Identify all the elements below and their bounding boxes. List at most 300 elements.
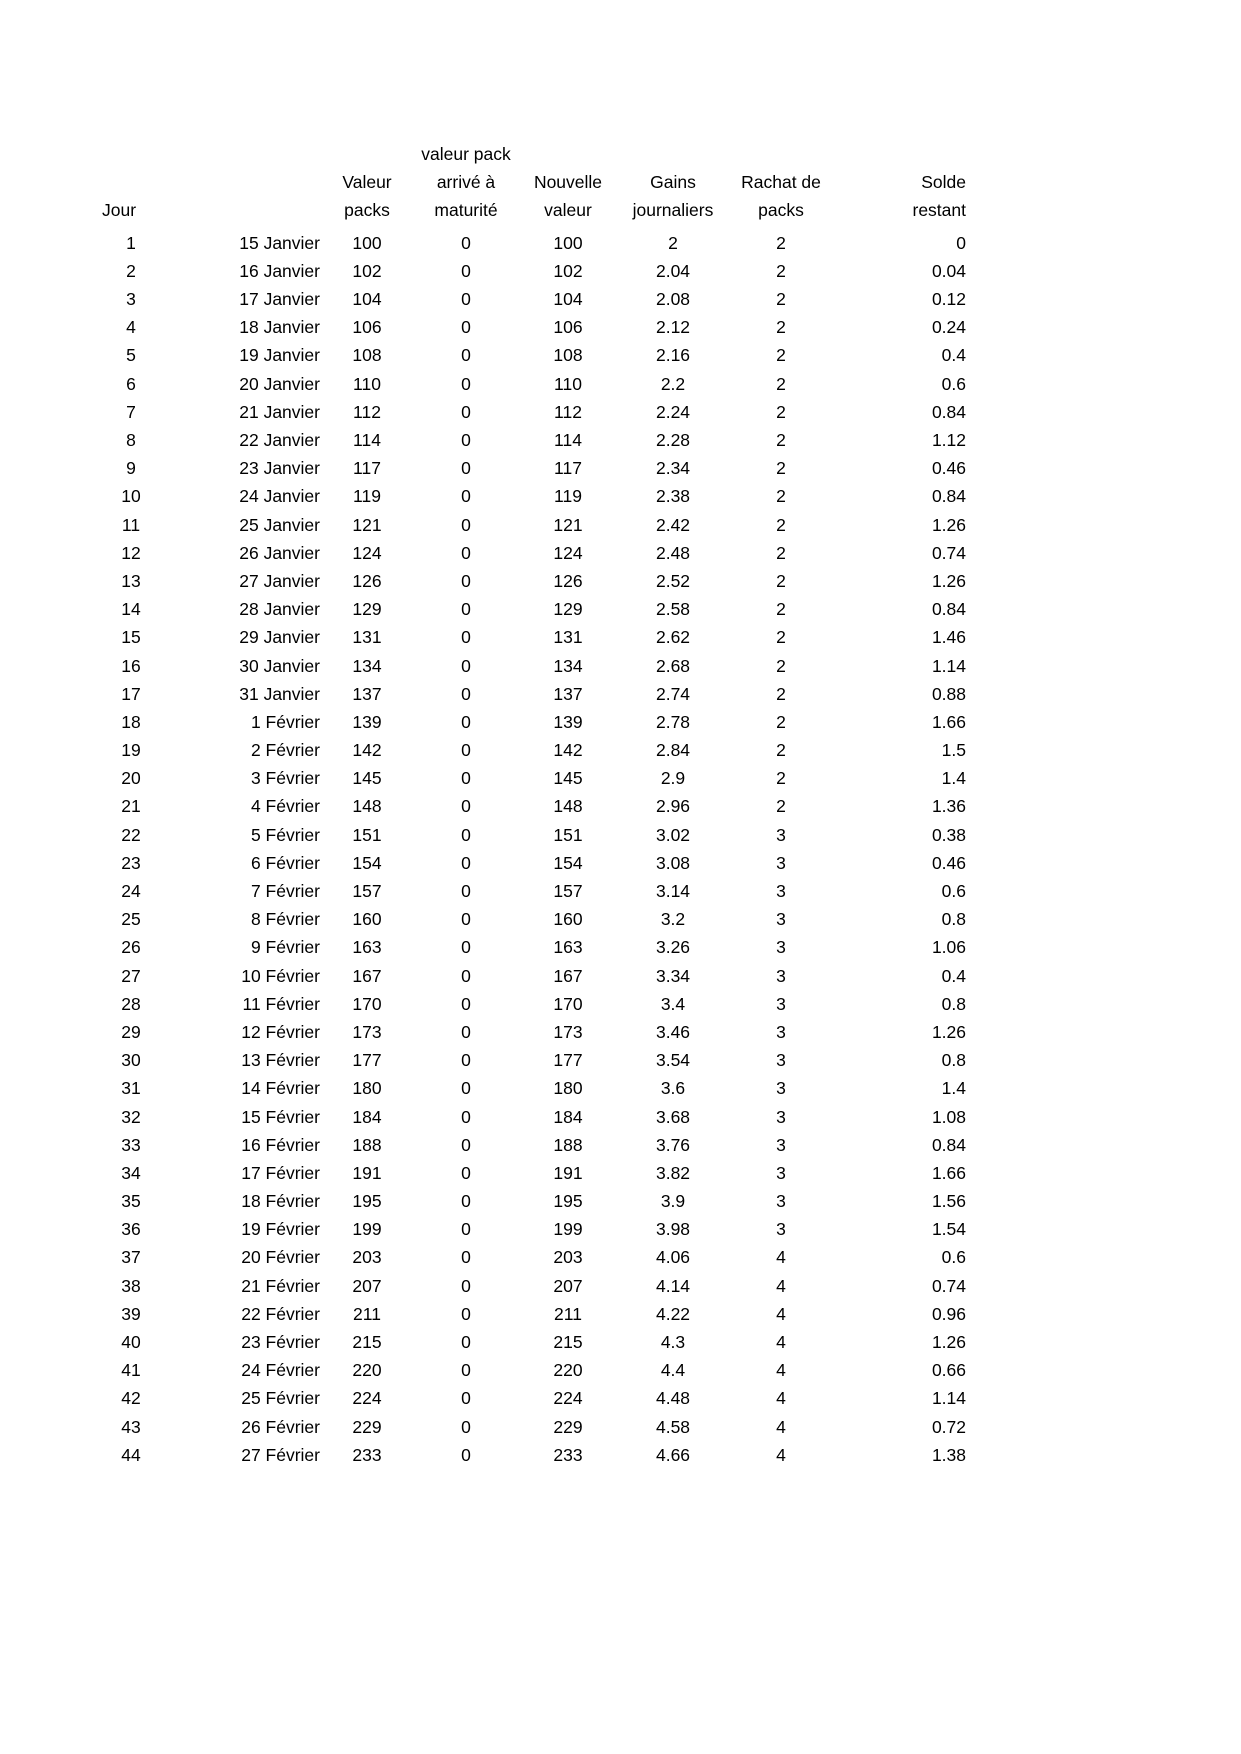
cell-valeur-maturite: 0 (461, 1360, 471, 1381)
cell-solde-restant: 0.84 (931, 486, 966, 507)
cell-nouvelle-valeur: 170 (553, 993, 583, 1014)
cell-date: 18 Janvier (239, 317, 320, 338)
cell-solde-restant: 1.14 (931, 655, 966, 676)
cell-date: 23 Janvier (239, 458, 320, 479)
column-header-line: restant (912, 200, 966, 220)
cell-nouvelle-valeur: 207 (553, 1275, 583, 1296)
cell-jour: 39 (121, 1303, 141, 1324)
column-header-line: arrivé à (436, 172, 496, 192)
cell-nouvelle-valeur: 184 (553, 1106, 583, 1127)
cell-date: 7 Février (250, 881, 320, 901)
cell-valeur-maturite: 0 (461, 1219, 471, 1240)
cell-rachat-packs: 2 (776, 711, 786, 732)
cell-jour: 2 (126, 260, 136, 281)
cell-nouvelle-valeur: 134 (553, 655, 583, 676)
cell-date: 15 Février (241, 1106, 320, 1127)
column-header-line: Nouvelle (533, 172, 603, 192)
cell-valeur-packs: 148 (352, 796, 382, 817)
table-row (96, 1098, 966, 1126)
cell-solde-restant: 1.26 (931, 1332, 966, 1352)
cell-valeur-packs: 184 (352, 1106, 382, 1127)
cell-jour: 26 (121, 937, 141, 958)
table-row (96, 309, 966, 337)
cell-rachat-packs: 2 (776, 401, 786, 422)
cell-valeur-maturite: 0 (461, 1078, 471, 1099)
cell-nouvelle-valeur: 121 (553, 514, 583, 535)
cell-valeur-packs: 106 (352, 317, 382, 338)
cell-date: 16 Février (241, 1134, 320, 1155)
cell-jour: 7 (126, 401, 136, 422)
cell-jour: 34 (121, 1162, 141, 1183)
cell-jour: 24 (121, 881, 141, 901)
table-row (96, 703, 966, 731)
cell-valeur-maturite: 0 (461, 599, 471, 620)
cell-valeur-maturite: 0 (461, 570, 471, 591)
cell-date: 6 Février (250, 852, 320, 873)
cell-solde-restant: 0.88 (931, 683, 966, 704)
cell-date: 30 Janvier (239, 655, 320, 676)
column-header-gains-journaliers (618, 140, 728, 224)
cell-solde-restant: 0.46 (931, 852, 966, 873)
cell-gains-journaliers: 4.66 (655, 1444, 691, 1465)
cell-jour: 22 (121, 824, 141, 845)
cell-gains-journaliers: 2.68 (655, 655, 691, 676)
table-row (96, 1352, 966, 1380)
cell-nouvelle-valeur: 106 (553, 317, 583, 338)
cell-valeur-maturite: 0 (461, 1134, 471, 1155)
cell-jour: 43 (121, 1416, 141, 1437)
cell-rachat-packs: 2 (776, 542, 786, 563)
cell-valeur-maturite: 0 (461, 289, 471, 310)
cell-jour: 3 (126, 289, 136, 310)
cell-rachat-packs: 4 (776, 1303, 786, 1324)
cell-jour: 16 (121, 655, 141, 676)
cell-valeur-packs: 229 (352, 1416, 382, 1437)
cell-gains-journaliers: 2.24 (655, 401, 691, 422)
cell-gains-journaliers: 3.34 (655, 965, 691, 986)
cell-valeur-packs: 124 (352, 542, 382, 563)
cell-gains-journaliers: 2.42 (655, 514, 691, 535)
cell-gains-journaliers: 2.12 (655, 317, 691, 338)
column-header-rachat-packs (728, 140, 834, 224)
cell-solde-restant: 1.46 (931, 627, 966, 648)
cell-solde-restant: 0.24 (931, 317, 966, 338)
cell-solde-restant: 0 (956, 232, 966, 253)
cell-nouvelle-valeur: 229 (553, 1416, 583, 1437)
cell-solde-restant: 1.4 (941, 1078, 966, 1099)
cell-rachat-packs: 2 (776, 796, 786, 817)
cell-valeur-maturite: 0 (461, 1332, 471, 1352)
cell-jour: 13 (121, 570, 141, 591)
cell-date: 24 Janvier (239, 486, 320, 507)
cell-valeur-packs: 139 (352, 711, 382, 732)
cell-gains-journaliers: 3.68 (655, 1106, 691, 1127)
cell-valeur-packs: 220 (352, 1360, 382, 1381)
cell-valeur-maturite: 0 (461, 627, 471, 648)
cell-date: 24 Février (241, 1360, 320, 1381)
cell-rachat-packs: 2 (776, 514, 786, 535)
cell-gains-journaliers: 3.76 (655, 1134, 691, 1155)
cell-valeur-packs: 207 (352, 1275, 382, 1296)
cell-solde-restant: 0.74 (931, 1275, 966, 1296)
cell-gains-journaliers: 2.16 (655, 345, 691, 366)
cell-rachat-packs: 2 (776, 289, 786, 310)
cell-solde-restant: 0.46 (931, 458, 966, 479)
cell-valeur-packs: 215 (352, 1332, 382, 1352)
cell-rachat-packs: 2 (776, 260, 786, 281)
cell-gains-journaliers: 3.02 (655, 824, 691, 845)
table-row (96, 731, 966, 759)
cell-date: 17 Janvier (239, 289, 320, 310)
cell-nouvelle-valeur: 224 (553, 1388, 583, 1409)
cell-rachat-packs: 3 (776, 881, 786, 901)
cell-rachat-packs: 2 (776, 740, 786, 761)
cell-rachat-packs: 2 (776, 458, 786, 479)
cell-jour: 4 (126, 317, 136, 338)
table-row (96, 280, 966, 308)
cell-solde-restant: 0.6 (941, 881, 966, 901)
column-header-line: valeur pack (421, 144, 511, 164)
column-header-date (166, 140, 320, 224)
cell-valeur-maturite: 0 (461, 1303, 471, 1324)
cell-valeur-packs: 188 (352, 1134, 382, 1155)
cell-nouvelle-valeur: 119 (554, 486, 582, 507)
cell-valeur-maturite: 0 (461, 458, 471, 479)
cell-date: 12 Février (241, 1021, 320, 1042)
table-row (96, 929, 966, 957)
cell-gains-journaliers: 2.48 (655, 542, 691, 563)
cell-valeur-maturite: 0 (461, 768, 471, 789)
cell-jour: 14 (121, 599, 141, 620)
cell-solde-restant: 0.84 (931, 1134, 966, 1155)
table-row (96, 985, 966, 1013)
cell-rachat-packs: 2 (776, 373, 786, 394)
cell-valeur-maturite: 0 (461, 1106, 471, 1127)
cell-valeur-packs: 224 (352, 1388, 382, 1409)
cell-rachat-packs: 3 (776, 965, 786, 986)
table-header (96, 140, 966, 224)
cell-date: 22 Janvier (239, 430, 320, 450)
cell-date: 14 Février (241, 1078, 320, 1099)
cell-jour: 40 (121, 1332, 141, 1352)
cell-solde-restant: 1.54 (931, 1219, 966, 1240)
cell-valeur-packs: 114 (353, 430, 381, 450)
cell-rachat-packs: 3 (776, 1021, 786, 1042)
cell-solde-restant: 0.66 (931, 1360, 966, 1381)
cell-valeur-packs: 126 (352, 570, 382, 591)
cell-jour: 35 (121, 1191, 141, 1212)
cell-rachat-packs: 2 (776, 570, 786, 591)
cell-gains-journaliers: 2.04 (655, 260, 691, 281)
cell-jour: 31 (121, 1078, 141, 1099)
cell-solde-restant: 0.8 (941, 993, 966, 1014)
cell-valeur-maturite: 0 (461, 683, 471, 704)
cell-jour: 25 (121, 909, 141, 930)
cell-valeur-maturite: 0 (461, 317, 471, 338)
cell-valeur-packs: 110 (353, 373, 381, 394)
cell-valeur-maturite: 0 (461, 711, 471, 732)
cell-date: 1 Février (250, 711, 320, 732)
cell-valeur-packs: 112 (353, 401, 381, 422)
cell-rachat-packs: 2 (776, 599, 786, 620)
cell-valeur-maturite: 0 (461, 740, 471, 761)
cell-valeur-packs: 131 (352, 627, 382, 648)
cell-solde-restant: 0.72 (931, 1416, 966, 1437)
cell-date: 5 Février (250, 824, 320, 845)
cell-jour: 29 (121, 1021, 141, 1042)
cell-valeur-packs: 195 (352, 1191, 382, 1212)
cell-nouvelle-valeur: 110 (554, 373, 582, 394)
cell-nouvelle-valeur: 148 (553, 796, 583, 817)
cell-date: 21 Février (241, 1275, 320, 1296)
cell-nouvelle-valeur: 102 (553, 260, 583, 281)
cell-gains-journaliers: 3.6 (660, 1078, 686, 1099)
cell-date: 25 Février (241, 1388, 320, 1409)
column-header-line: Solde (921, 172, 966, 192)
cell-jour: 6 (126, 373, 136, 394)
cell-nouvelle-valeur: 129 (553, 599, 583, 620)
cell-nouvelle-valeur: 131 (553, 627, 583, 648)
cell-valeur-maturite: 0 (461, 401, 471, 422)
cell-valeur-packs: 167 (352, 965, 382, 986)
table-row (96, 450, 966, 478)
cell-jour: 37 (121, 1247, 141, 1268)
cell-date: 11 Février (242, 993, 320, 1014)
cell-date: 4 Février (250, 796, 320, 817)
cell-gains-journaliers: 2.28 (655, 430, 691, 450)
cell-nouvelle-valeur: 177 (553, 1050, 583, 1071)
cell-solde-restant: 1.36 (931, 796, 966, 817)
cell-valeur-packs: 117 (353, 458, 381, 479)
cell-rachat-packs: 3 (776, 909, 786, 930)
cell-nouvelle-valeur: 104 (553, 289, 583, 310)
cell-nouvelle-valeur: 114 (554, 430, 582, 450)
table-row (96, 816, 966, 844)
cell-nouvelle-valeur: 145 (553, 768, 583, 789)
cell-jour: 18 (121, 711, 141, 732)
cell-date: 27 Février (241, 1444, 320, 1465)
cell-date: 17 Février (241, 1162, 320, 1183)
cell-jour: 20 (121, 768, 141, 789)
table-row (96, 1211, 966, 1239)
cell-gains-journaliers: 3.26 (655, 937, 691, 958)
cell-jour: 42 (121, 1388, 141, 1409)
table-row (96, 1126, 966, 1154)
cell-date: 8 Février (250, 909, 320, 930)
cell-jour: 12 (121, 542, 141, 563)
cell-gains-journaliers: 2.58 (655, 599, 691, 620)
cell-rachat-packs: 2 (776, 768, 786, 789)
table-row (96, 506, 966, 534)
cell-date: 31 Janvier (239, 683, 320, 704)
cell-gains-journaliers: 4.14 (655, 1275, 691, 1296)
cell-solde-restant: 0.84 (931, 401, 966, 422)
cell-gains-journaliers: 3.2 (660, 909, 686, 930)
cell-rachat-packs: 2 (776, 345, 786, 366)
cell-jour: 33 (121, 1134, 141, 1155)
cell-date: 22 Février (241, 1303, 320, 1324)
table-row (96, 1182, 966, 1210)
cell-solde-restant: 1.14 (931, 1388, 966, 1409)
cell-gains-journaliers: 4.48 (655, 1388, 691, 1409)
cell-date: 29 Janvier (239, 627, 320, 648)
cell-gains-journaliers: 4.3 (660, 1332, 686, 1352)
cell-valeur-maturite: 0 (461, 345, 471, 366)
cell-solde-restant: 0.38 (931, 824, 966, 845)
cell-jour: 36 (121, 1219, 141, 1240)
cell-date: 28 Janvier (239, 599, 320, 620)
cell-nouvelle-valeur: 195 (553, 1191, 583, 1212)
column-header-line: maturité (434, 200, 498, 220)
table-row (96, 1408, 966, 1436)
cell-rachat-packs: 4 (776, 1247, 786, 1268)
column-header-line: Gains (650, 172, 696, 192)
table-row (96, 647, 966, 675)
cell-date: 2 Février (250, 740, 320, 761)
cell-valeur-packs: 157 (352, 881, 382, 901)
cell-valeur-packs: 199 (352, 1219, 382, 1240)
table-row (96, 252, 966, 280)
cell-gains-journaliers: 4.58 (655, 1416, 691, 1437)
table-row (96, 421, 966, 449)
cell-rachat-packs: 4 (776, 1332, 786, 1352)
cell-rachat-packs: 3 (776, 1106, 786, 1127)
cell-gains-journaliers: 3.4 (660, 993, 686, 1014)
cell-date: 26 Février (241, 1416, 320, 1437)
cell-solde-restant: 0.8 (941, 909, 966, 930)
cell-rachat-packs: 3 (776, 993, 786, 1014)
cell-nouvelle-valeur: 139 (553, 711, 583, 732)
cell-jour: 15 (121, 627, 141, 648)
cell-rachat-packs: 4 (776, 1360, 786, 1381)
cell-solde-restant: 1.08 (931, 1106, 966, 1127)
cell-solde-restant: 0.84 (931, 599, 966, 620)
table-row (96, 1239, 966, 1267)
cell-date: 13 Février (241, 1050, 320, 1071)
cell-jour: 28 (121, 993, 141, 1014)
cell-rachat-packs: 3 (776, 1050, 786, 1071)
cell-jour: 19 (121, 740, 141, 761)
cell-nouvelle-valeur: 199 (553, 1219, 583, 1240)
cell-valeur-maturite: 0 (461, 1444, 471, 1465)
cell-date: 10 Février (241, 965, 320, 986)
table-row (96, 1070, 966, 1098)
cell-valeur-packs: 100 (352, 232, 382, 253)
table-row (96, 1436, 966, 1464)
cell-valeur-packs: 154 (352, 852, 382, 873)
cell-valeur-packs: 108 (352, 345, 382, 366)
table-row (96, 675, 966, 703)
cell-gains-journaliers: 2.38 (655, 486, 691, 507)
cell-valeur-packs: 170 (352, 993, 382, 1014)
cell-jour: 9 (126, 458, 136, 479)
cell-valeur-maturite: 0 (461, 1050, 471, 1071)
cell-valeur-packs: 160 (352, 909, 382, 930)
cell-nouvelle-valeur: 154 (553, 852, 583, 873)
cell-date: 19 Janvier (239, 345, 320, 366)
table-row (96, 788, 966, 816)
table-row (96, 1295, 966, 1323)
cell-valeur-maturite: 0 (461, 655, 471, 676)
cell-nouvelle-valeur: 191 (553, 1162, 583, 1183)
cell-rachat-packs: 4 (776, 1275, 786, 1296)
cell-gains-journaliers: 2.34 (655, 458, 691, 479)
cell-valeur-maturite: 0 (461, 881, 471, 901)
cell-jour: 8 (126, 430, 136, 450)
cell-valeur-maturite: 0 (461, 1388, 471, 1409)
cell-date: 25 Janvier (239, 514, 320, 535)
cell-gains-journaliers: 2.84 (655, 740, 691, 761)
column-header-line: journaliers (632, 200, 714, 220)
table-row (96, 901, 966, 929)
cell-valeur-maturite: 0 (461, 796, 471, 817)
table-row (96, 957, 966, 985)
cell-rachat-packs: 3 (776, 937, 786, 958)
cell-solde-restant: 1.66 (931, 711, 966, 732)
cell-jour: 23 (121, 852, 141, 873)
table-row (96, 478, 966, 506)
cell-valeur-maturite: 0 (461, 824, 471, 845)
cell-jour: 41 (121, 1360, 141, 1381)
cell-rachat-packs: 2 (776, 486, 786, 507)
cell-date: 20 Janvier (239, 373, 320, 394)
table-row (96, 562, 966, 590)
cell-solde-restant: 0.74 (931, 542, 966, 563)
cell-nouvelle-valeur: 163 (553, 937, 583, 958)
cell-rachat-packs: 3 (776, 1191, 786, 1212)
table-row (96, 1154, 966, 1182)
cell-valeur-packs: 151 (352, 824, 382, 845)
cell-solde-restant: 1.5 (941, 740, 966, 761)
table-row (96, 393, 966, 421)
cell-solde-restant: 0.6 (941, 1247, 966, 1268)
cell-gains-journaliers: 2.74 (655, 683, 691, 704)
cell-date: 27 Janvier (239, 570, 320, 591)
cell-nouvelle-valeur: 126 (553, 570, 583, 591)
cell-date: 16 Janvier (239, 260, 320, 281)
cell-valeur-packs: 180 (352, 1078, 382, 1099)
cell-nouvelle-valeur: 108 (553, 345, 583, 366)
cell-solde-restant: 0.6 (941, 373, 966, 394)
column-header-valeur-maturite (414, 140, 518, 224)
table-header-row (96, 140, 966, 224)
cell-nouvelle-valeur: 112 (554, 401, 582, 422)
cell-date: 3 Février (250, 768, 320, 789)
cell-valeur-maturite: 0 (461, 909, 471, 930)
cell-jour: 27 (121, 965, 141, 986)
cell-valeur-packs: 211 (353, 1303, 381, 1324)
cell-date: 15 Janvier (239, 232, 320, 253)
column-header-line: packs (758, 200, 804, 220)
cell-jour: 10 (121, 486, 141, 507)
table-row (96, 365, 966, 393)
cell-gains-journaliers: 3.54 (655, 1050, 691, 1071)
cell-solde-restant: 0.96 (931, 1303, 966, 1324)
cell-gains-journaliers: 3.14 (655, 881, 691, 901)
packs-progression-table (96, 140, 966, 1464)
cell-nouvelle-valeur: 100 (553, 232, 583, 253)
cell-nouvelle-valeur: 220 (553, 1360, 583, 1381)
cell-solde-restant: 1.26 (931, 570, 966, 591)
table-row (96, 1323, 966, 1351)
cell-valeur-maturite: 0 (461, 1162, 471, 1183)
cell-valeur-packs: 137 (352, 683, 382, 704)
cell-gains-journaliers: 2.2 (660, 373, 686, 394)
cell-solde-restant: 0.4 (941, 345, 966, 366)
column-header-line: Jour (102, 200, 137, 220)
table-row (96, 534, 966, 562)
cell-valeur-packs: 142 (352, 740, 382, 761)
